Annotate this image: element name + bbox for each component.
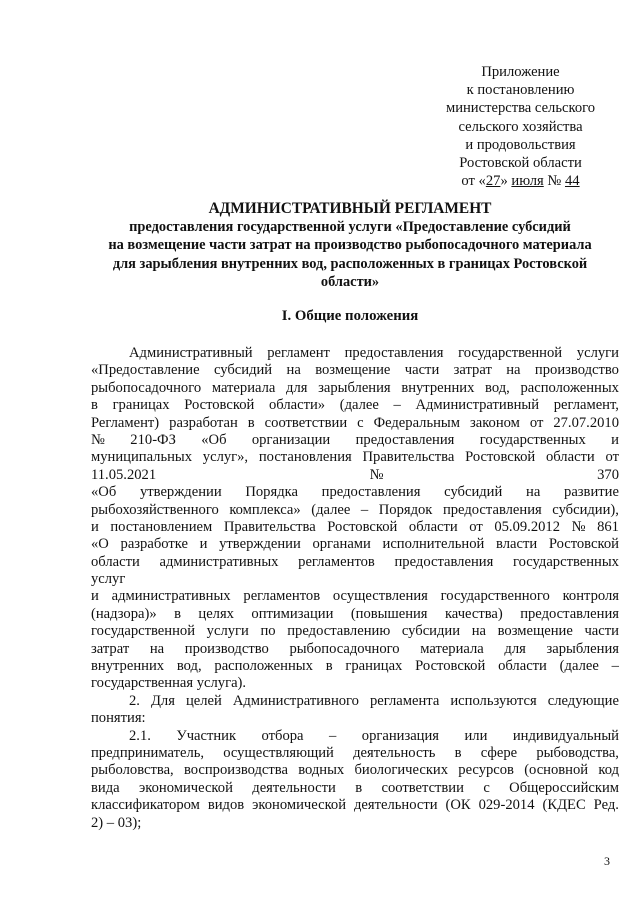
- word: (далее: [559, 658, 599, 675]
- date-month: июля: [511, 173, 544, 190]
- body-line: [91, 693, 619, 710]
- word: на: [286, 362, 301, 379]
- word: биологических: [354, 762, 449, 779]
- word: используются: [450, 692, 537, 709]
- word: №: [91, 431, 105, 448]
- word: Административного: [232, 692, 359, 709]
- word: Порядка: [245, 484, 298, 501]
- word: Порядок: [378, 501, 433, 518]
- paragraph-1-continued: [91, 588, 619, 675]
- body-line: [91, 623, 619, 640]
- appendix-block: [418, 63, 623, 190]
- date-day: 27: [485, 173, 501, 190]
- word: –: [393, 397, 401, 414]
- word: предоставления: [355, 431, 455, 448]
- body-line: [91, 554, 619, 571]
- body-line: [91, 762, 619, 779]
- word: государственных: [512, 553, 619, 570]
- word: границах: [345, 658, 403, 675]
- word: комплекса»: [229, 501, 301, 518]
- paragraph-2: [91, 693, 619, 710]
- body-line: понятия:: [91, 710, 146, 727]
- word: субсидий: [213, 362, 273, 379]
- word: муниципальных: [91, 449, 193, 466]
- word: в: [355, 779, 363, 796]
- appendix-line: Приложение: [481, 64, 560, 80]
- word: затрат: [453, 362, 492, 379]
- word: предоставлению: [287, 623, 391, 640]
- word: Ростовской: [548, 536, 619, 553]
- word: (КДЕС: [542, 797, 586, 814]
- body-line: [91, 345, 619, 362]
- word: возмещение: [497, 623, 573, 640]
- word: –: [360, 501, 369, 518]
- word: материала: [211, 379, 276, 396]
- word: на: [471, 623, 486, 640]
- subtitle-line: области»: [320, 274, 380, 291]
- page-number: 3: [604, 854, 610, 868]
- word: 11.05.2021: [91, 466, 157, 483]
- body-line: [91, 728, 619, 745]
- word: Федеральным: [373, 414, 460, 431]
- word: постановления: [258, 449, 352, 466]
- word: (ОК: [445, 797, 471, 814]
- word: Ред.: [593, 797, 619, 814]
- word: государственной: [458, 345, 563, 361]
- word: 861: [597, 518, 619, 535]
- word: 029-2014: [478, 797, 535, 814]
- word: субсидии),: [552, 501, 619, 518]
- word: власти: [496, 536, 538, 553]
- body-line: услуг: [91, 571, 126, 588]
- word: Участник: [176, 727, 237, 744]
- date-no: №: [543, 173, 565, 190]
- word: рыбопосадочного: [289, 640, 400, 657]
- word: постановлением: [110, 518, 213, 535]
- word: рыбопосадочного: [91, 379, 202, 396]
- word: ресурсов: [458, 762, 514, 779]
- date-mid: »: [500, 173, 512, 190]
- word: разработан: [169, 414, 238, 431]
- word: 2.1.: [129, 727, 151, 744]
- word: и: [91, 588, 99, 605]
- word: –: [611, 658, 619, 675]
- body-line: государственная услуга).: [91, 675, 247, 692]
- word: от: [529, 414, 544, 431]
- word: (повышения: [350, 605, 428, 622]
- word: «Об: [91, 484, 117, 501]
- word: развитие: [564, 484, 619, 501]
- word: законом: [469, 414, 520, 431]
- body-line: [91, 380, 619, 397]
- word: утверждении: [219, 536, 301, 553]
- word: предоставления: [394, 553, 494, 570]
- word: области: [498, 658, 547, 675]
- word: сфере: [480, 744, 518, 761]
- section-heading: I. Общие положения: [281, 308, 419, 324]
- word: затрат: [91, 640, 130, 657]
- word: Правительства: [223, 518, 316, 535]
- word: Регламент): [91, 414, 160, 431]
- word: контроля: [562, 588, 619, 605]
- word: деятельности: [353, 797, 438, 814]
- word: рыбохозяйственного: [91, 501, 219, 518]
- word: целей: [185, 692, 222, 709]
- word: материала: [420, 640, 484, 657]
- word: (далее: [311, 501, 351, 518]
- word: регламентов: [243, 588, 321, 605]
- word: Ростовской: [415, 658, 486, 675]
- word: области: [408, 518, 458, 535]
- word: и: [199, 536, 208, 553]
- body-line: [91, 415, 619, 432]
- word: услуги: [576, 345, 619, 361]
- word: регламент,: [553, 397, 619, 414]
- word: 2.: [129, 692, 140, 709]
- word: части: [404, 362, 440, 379]
- appendix-line: и продовольствия: [465, 136, 576, 153]
- word: рыболовства,: [91, 762, 174, 779]
- word: субсидии: [401, 623, 461, 640]
- word: Ростовской: [184, 397, 255, 414]
- body-line: [91, 588, 619, 605]
- word: от: [605, 449, 619, 466]
- word: 210-ФЗ: [130, 431, 176, 448]
- appendix-line: сельского хозяйства: [458, 118, 583, 135]
- word: –: [329, 727, 337, 744]
- word: индивидуальный: [512, 727, 619, 744]
- word: соответствии: [264, 414, 348, 431]
- word: возмещение: [315, 362, 391, 379]
- subtitle-line: предоставления государственной услуги «Предоставление субсидий: [129, 219, 571, 235]
- date-num: 44: [564, 173, 580, 190]
- word: осуществляющий: [223, 744, 334, 761]
- appendix-line: Ростовской области: [459, 155, 582, 172]
- word: субсидий: [444, 484, 503, 501]
- word: утверждении: [139, 484, 222, 501]
- word: услуги: [206, 623, 249, 640]
- word: вида: [91, 779, 120, 796]
- word: осуществления: [332, 588, 428, 605]
- appendix-date: [418, 172, 623, 190]
- body-line: [91, 797, 619, 814]
- word: соответствии: [381, 779, 464, 796]
- word: исполнительной: [382, 536, 485, 553]
- document-body: [91, 345, 619, 832]
- word: «Предоставление: [91, 362, 200, 379]
- word: «Об: [201, 431, 227, 448]
- word: (далее: [339, 397, 379, 414]
- word: оптимизации: [251, 605, 334, 622]
- body-line: [91, 536, 619, 553]
- word: «О: [91, 536, 109, 553]
- word: регламент: [267, 345, 330, 361]
- word: области: [545, 449, 595, 466]
- word: зарыбления: [546, 640, 619, 657]
- word: Ростовской: [465, 449, 536, 466]
- word: границах: [112, 397, 170, 414]
- word: деятельность: [353, 744, 436, 761]
- body-line: [91, 780, 619, 797]
- word: водных: [298, 762, 345, 779]
- word: регламента: [370, 692, 440, 709]
- word: для: [504, 640, 526, 657]
- word: от: [469, 518, 483, 535]
- body-line: [91, 484, 619, 501]
- word: предоставления: [344, 345, 444, 361]
- word: внутренних: [91, 658, 165, 675]
- word: целях: [198, 605, 234, 622]
- body-line: [91, 467, 619, 484]
- word: на: [149, 640, 165, 657]
- word: №: [571, 518, 586, 535]
- word: экономической: [252, 797, 347, 814]
- word: Ростовской: [327, 518, 398, 535]
- word: расположенных: [520, 379, 619, 396]
- date-prefix: от «: [461, 173, 486, 190]
- word: деятельности: [252, 779, 336, 796]
- word: зарыбления: [318, 379, 391, 396]
- word: 27.07.2010: [553, 414, 619, 431]
- document-subtitle: [80, 218, 620, 292]
- word: Административный: [415, 397, 540, 414]
- word: предоставления: [442, 501, 542, 518]
- word: предоставления: [520, 605, 619, 622]
- word: производство: [534, 362, 619, 379]
- word: регламентов: [298, 553, 375, 570]
- word: производство: [184, 640, 269, 657]
- word: №: [369, 466, 384, 483]
- word: государственного: [440, 588, 550, 605]
- word: следующие: [547, 692, 619, 709]
- word: области»: [268, 397, 326, 414]
- word: вод,: [176, 658, 202, 675]
- body-line: [91, 502, 619, 519]
- word: 05.09.2012: [494, 518, 560, 535]
- word: государственной: [91, 623, 196, 640]
- word: в: [454, 744, 462, 761]
- word: экономической: [138, 779, 233, 796]
- body-line: [91, 362, 619, 379]
- word: или: [464, 727, 488, 744]
- appendix-line: министерства сельского: [445, 100, 596, 117]
- word: Для: [150, 692, 175, 709]
- word: услуг»,: [202, 449, 249, 466]
- word: с: [483, 779, 490, 796]
- word: 370: [597, 466, 619, 483]
- word: в: [174, 605, 181, 622]
- paragraph-3: [91, 728, 619, 815]
- body-line: [91, 432, 619, 449]
- word: Административный: [129, 345, 253, 361]
- word: (основной: [524, 762, 589, 779]
- body-line: [91, 449, 619, 466]
- document-heading: АДМИНИСТРАТИВНЫЙ РЕГЛАМЕНТ: [208, 200, 492, 217]
- word: предоставления: [321, 484, 421, 501]
- body-line: [91, 519, 619, 536]
- word: воспроизводства: [183, 762, 288, 779]
- word: в: [91, 397, 98, 414]
- word: расположенных: [214, 658, 313, 675]
- word: по: [260, 623, 276, 640]
- word: с: [357, 414, 364, 431]
- word: разработке: [120, 536, 188, 553]
- word: области: [91, 553, 140, 570]
- word: организация: [361, 727, 440, 744]
- paragraph-1: [91, 345, 619, 571]
- body-line: [91, 745, 619, 762]
- appendix-line: к постановлению: [466, 82, 575, 99]
- word: государственных: [479, 431, 586, 448]
- word: на: [506, 362, 521, 379]
- word: и: [611, 431, 619, 448]
- body-line: [91, 606, 619, 623]
- word: качества): [444, 605, 503, 622]
- word: и: [91, 518, 99, 535]
- word: внутренних: [401, 379, 475, 396]
- word: Правительства: [362, 449, 455, 466]
- word: органами: [312, 536, 371, 553]
- word: организации: [251, 431, 331, 448]
- word: в: [247, 414, 255, 431]
- word: (надзора)»: [91, 605, 157, 622]
- body-line: [91, 658, 619, 675]
- word: для: [286, 379, 308, 396]
- word: административных: [159, 553, 279, 570]
- subtitle-line: для зарыбления внутренних вод, расположенных в границах Ростовской: [112, 255, 588, 272]
- word: рыбоводства,: [536, 744, 619, 761]
- body-line: 2) – 03);: [91, 814, 142, 831]
- word: вод,: [485, 379, 510, 396]
- word: предприниматель,: [91, 744, 205, 761]
- word: в: [325, 658, 333, 675]
- word: код: [598, 762, 619, 779]
- body-line: [91, 641, 619, 658]
- body-line: [91, 397, 619, 414]
- word: на: [526, 484, 541, 501]
- word: Общероссийским: [509, 779, 619, 796]
- word: видов: [207, 797, 245, 814]
- word: административных: [111, 588, 231, 605]
- word: классификатором: [91, 797, 200, 814]
- word: отбора: [261, 727, 304, 744]
- subtitle-line: на возмещение части затрат на производство рыбопосадочного материала: [108, 237, 592, 254]
- word: части: [584, 623, 619, 640]
